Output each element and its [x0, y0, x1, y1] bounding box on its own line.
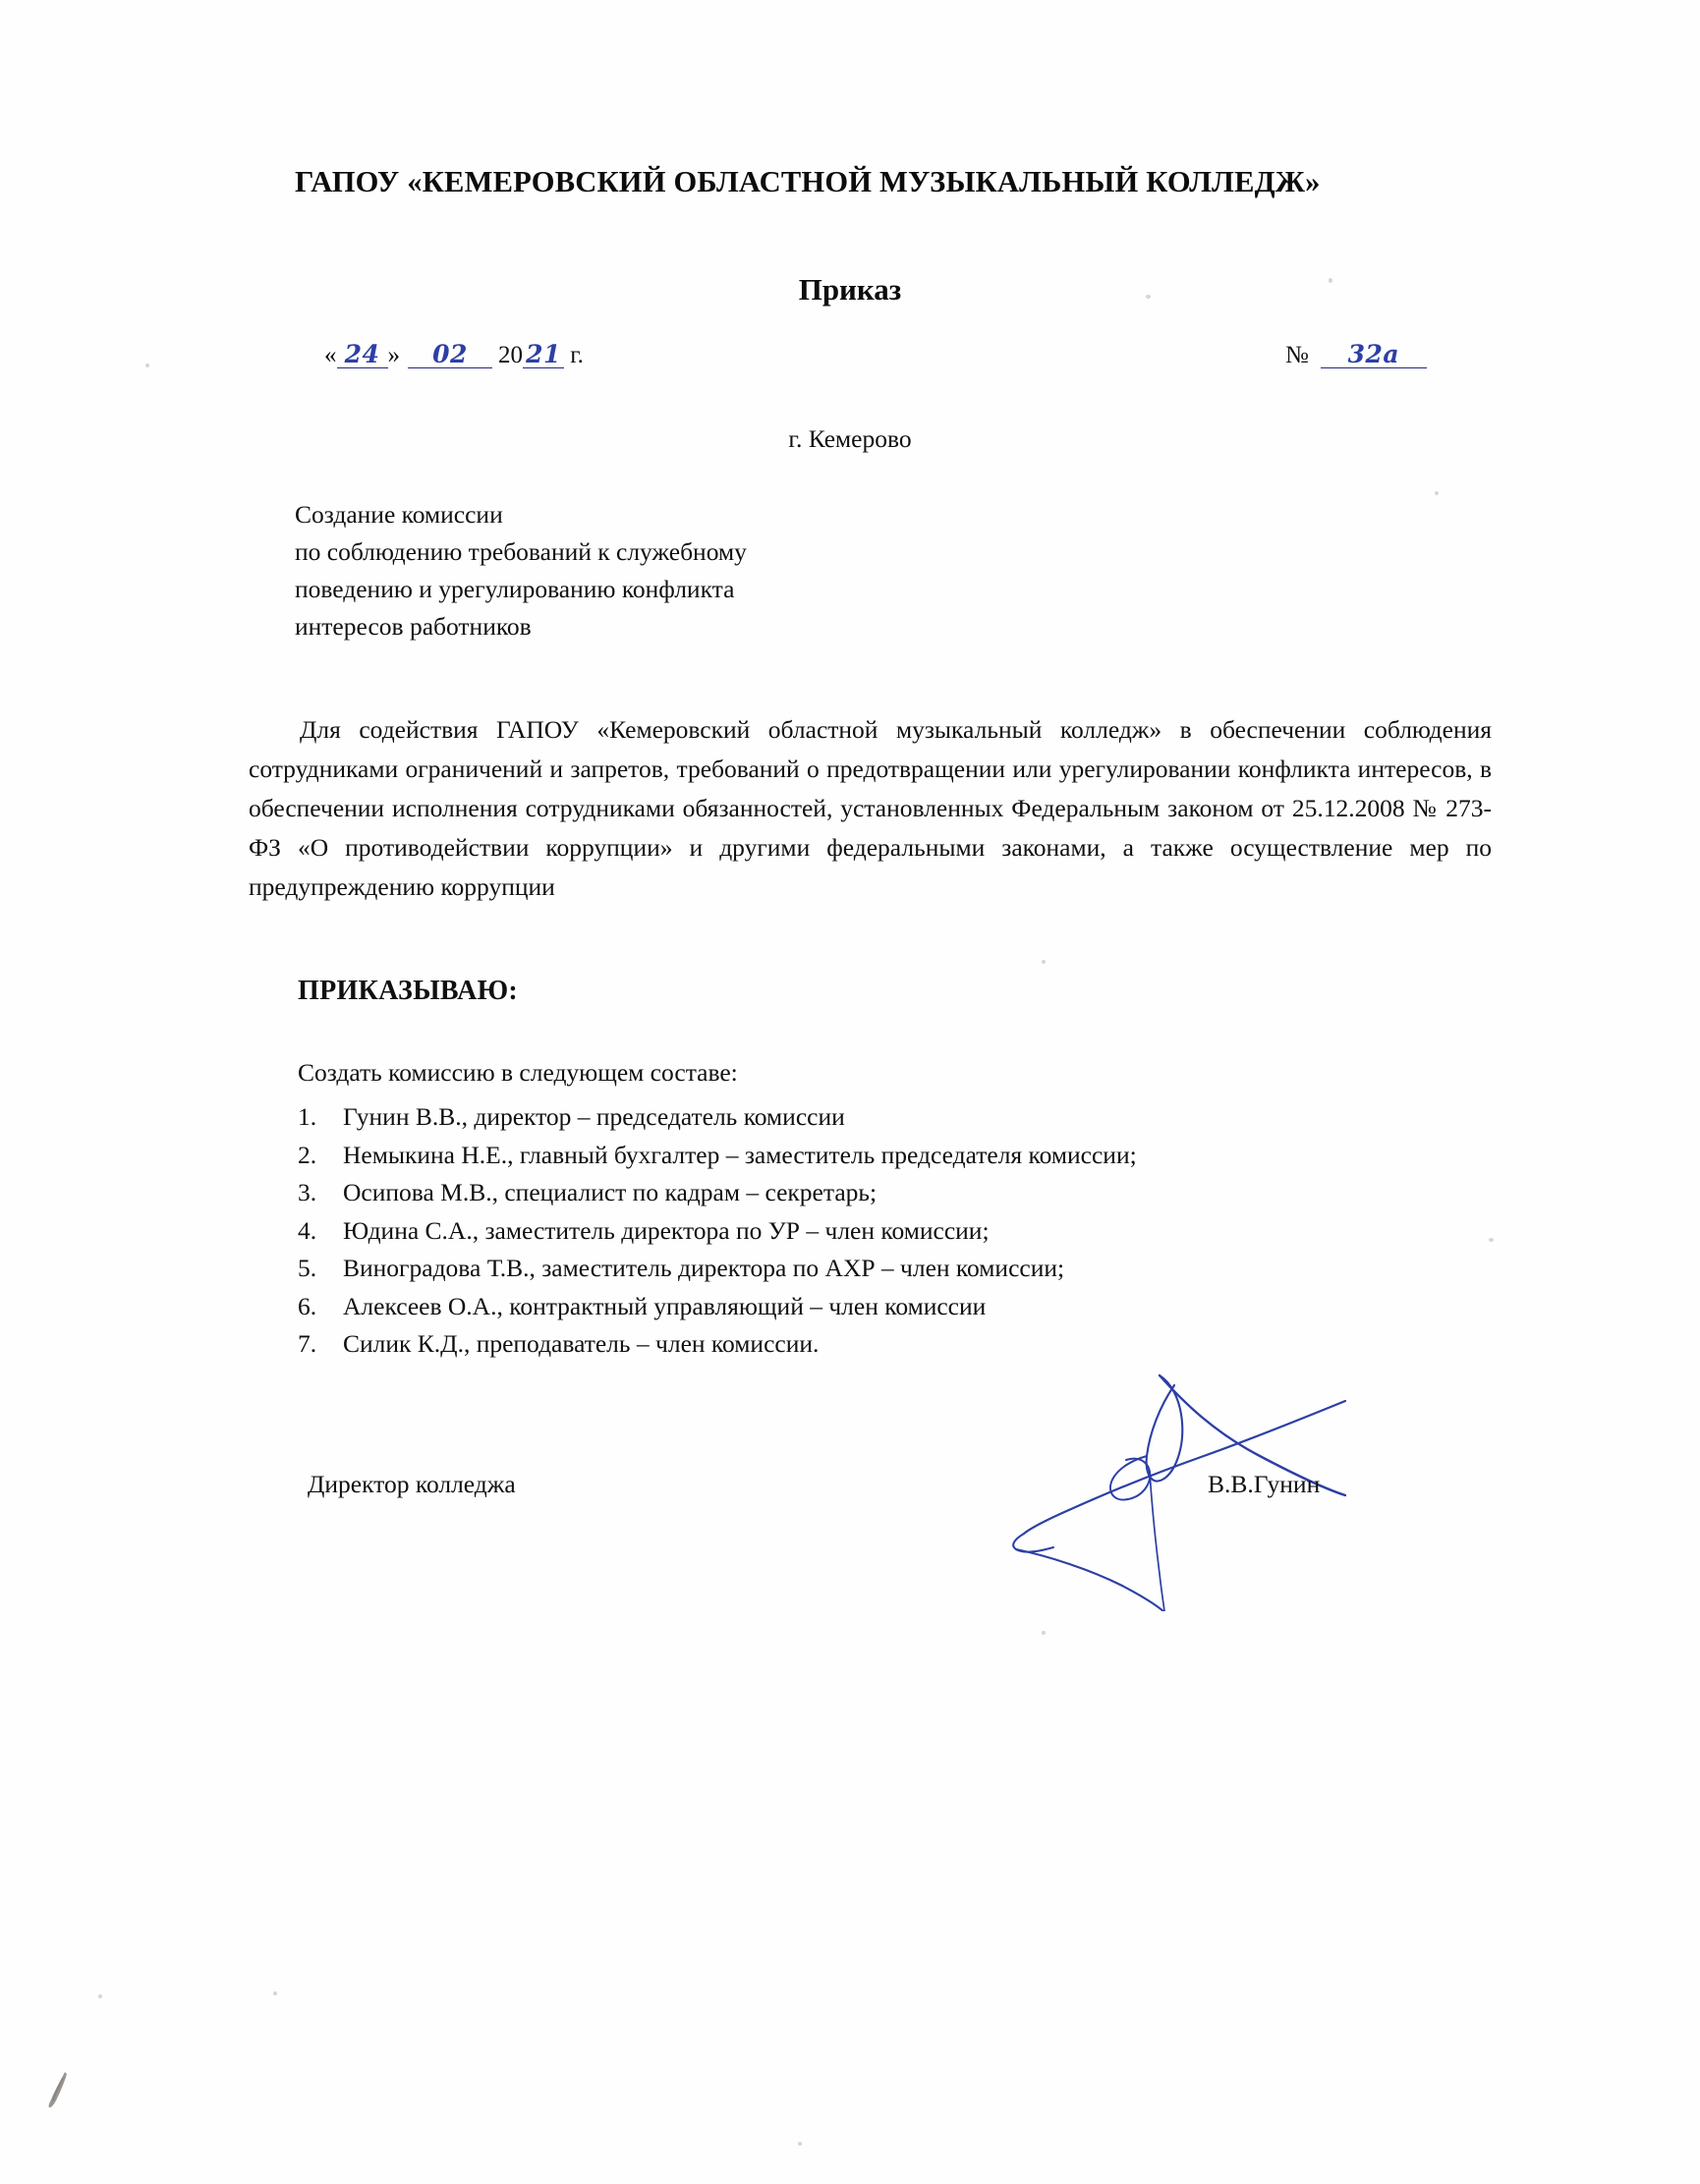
- scan-speck: [273, 1991, 277, 1995]
- list-item-number: 1.: [298, 1102, 317, 1131]
- date-day-field[interactable]: 24: [337, 342, 388, 368]
- list-item-text: Алексеев О.А., контрактный управляющий – член комиссии: [343, 1291, 987, 1320]
- scan-smudge: [43, 2068, 75, 2109]
- list-item: [298, 1137, 1137, 1175]
- subject-line: Создание комиссии: [295, 500, 503, 529]
- date-year-suffix: г.: [570, 342, 584, 368]
- scan-speck: [1042, 1631, 1046, 1635]
- members-list-intro: Создать комиссию в следующем составе:: [298, 1058, 738, 1087]
- city-line: г. Кемерово: [788, 424, 912, 453]
- subject-line: поведению и урегулированию конфликта: [295, 575, 735, 603]
- organization-title: ГАПОУ «КЕМЕРОВСКИЙ ОБЛАСТНОЙ МУЗЫКАЛЬНЫЙ КОЛЛЕДЖ»: [295, 165, 1321, 198]
- list-item: [298, 1174, 1137, 1212]
- preamble-paragraph: Для содействия ГАПОУ «Кемеровский областной музыкальный колледж» в обеспечении соблюдения сотрудниками ограничений и запретов, требований о предотвращении или урегулировании конфликта интересов, в обеспечении исполнения сотрудниками обязанностей, установленных Федеральным законом от 25.12.2008 № 273-ФЗ «О противодействии коррупции» и другими федеральными законами, а также осуществление мер по предупреждению коррупции: [249, 715, 1492, 901]
- date-year-field[interactable]: 21: [523, 342, 564, 368]
- date-year-prefix: 20: [498, 342, 523, 368]
- list-item-text: Юдина С.А., заместитель директора по УР – член комиссии;: [343, 1215, 990, 1245]
- list-item-text: Виноградова Т.В., заместитель директора по АХР – член комиссии;: [343, 1254, 1065, 1282]
- list-item: [298, 1212, 1137, 1251]
- list-item-number: 5.: [298, 1254, 317, 1282]
- scan-speck: [1042, 960, 1046, 964]
- subject-block: [295, 496, 747, 645]
- document-kind-heading: Приказ: [798, 272, 902, 307]
- date-month-field[interactable]: 02: [408, 342, 492, 368]
- document-number-line: [1285, 342, 1427, 369]
- date-close-quote: »: [387, 342, 400, 368]
- scan-speck: [98, 1994, 102, 1998]
- scan-speck: [798, 2142, 802, 2146]
- date-open-quote: «: [324, 342, 337, 368]
- document-date-line: [324, 342, 584, 369]
- list-item-text: Немыкина Н.Е., главный бухгалтер – заместитель председателя комиссии;: [343, 1140, 1137, 1169]
- scan-speck: [1489, 1238, 1494, 1242]
- list-item-number: 4.: [298, 1215, 317, 1245]
- list-item: [298, 1325, 1137, 1364]
- order-keyword: ПРИКАЗЫВАЮ:: [298, 976, 519, 1006]
- signature-role: Директор колледжа: [308, 1470, 516, 1498]
- list-item: [298, 1288, 1137, 1326]
- list-item-text: Осипова М.В., специалист по кадрам – секретарь;: [343, 1178, 878, 1206]
- list-item-number: 2.: [298, 1140, 317, 1169]
- scan-speck: [1435, 491, 1439, 495]
- document-number-field[interactable]: 32а: [1321, 342, 1427, 368]
- subject-line: по соблюдению требований к служебному: [295, 537, 747, 566]
- subject-line: интересов работников: [295, 612, 532, 641]
- list-item-text: Силик К.Д., преподаватель – член комиссии.: [343, 1329, 820, 1358]
- list-item-number: 6.: [298, 1291, 317, 1320]
- list-item: [298, 1250, 1137, 1288]
- commission-members-list: [298, 1098, 1137, 1364]
- list-item: [298, 1098, 1137, 1137]
- scan-speck: [145, 364, 149, 367]
- list-item-number: 7.: [298, 1329, 317, 1358]
- document-number-label: №: [1285, 342, 1309, 368]
- list-item-text: Гунин В.В., директор – председатель комиссии: [343, 1102, 845, 1131]
- signature-name: В.В.Гунин: [1208, 1470, 1321, 1498]
- list-item-number: 3.: [298, 1178, 317, 1206]
